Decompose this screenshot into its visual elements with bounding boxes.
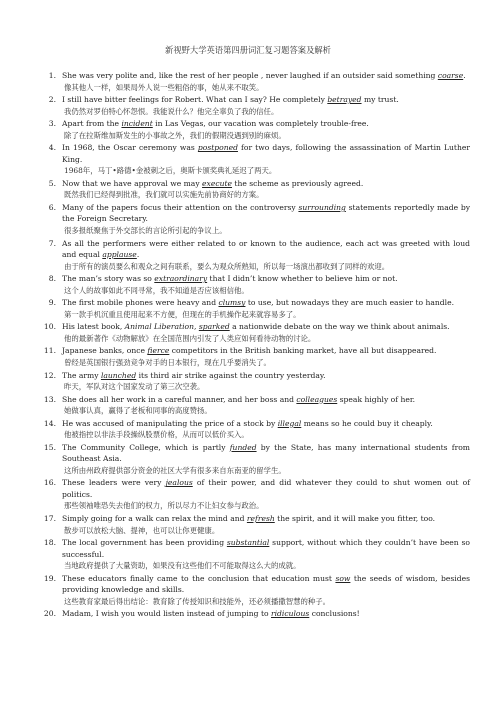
chinese-translation: 1968年，马丁•路德•金被刺之后，奥斯卡颁奖典礼延迟了两天。: [64, 166, 277, 176]
answer-word: launched: [100, 370, 137, 380]
item-number: 2.: [48, 95, 56, 105]
english-sentence: [30, 370, 470, 382]
sentence-text: to use, but nowadays they are much easier to handle.: [245, 298, 454, 308]
answer-word: sparked: [198, 322, 230, 332]
sentence-text: by the State, has many international students from Southeast Asia.: [62, 442, 471, 464]
item-number: 8.: [48, 274, 56, 284]
answer-word: betrayed: [327, 95, 362, 105]
item-number: 5.: [48, 178, 56, 188]
answer-word: jealous: [165, 478, 193, 488]
sentence-text: that I didn’t know whether to believe him or not.: [207, 274, 398, 284]
sentence-text: conclusions!: [309, 609, 360, 619]
sentence-text: The army: [62, 370, 101, 380]
list-item: [30, 118, 470, 141]
item-number: 20.: [43, 609, 56, 619]
sentence-text: These educators finally came to the conclusion that education must: [62, 573, 336, 583]
chinese-translation: 像其他人一样，如果局外人说一些粗俗的事，她从来不取笑。: [64, 82, 264, 92]
chinese-translation: 除了在拉斯维加斯发生的小事故之外，我们的假期没遇到别的麻烦。: [64, 130, 286, 140]
english-sentence: [30, 537, 470, 560]
chinese-translation: 这个人的故事如此不同寻常，我不知道是否应该相信他。: [64, 285, 249, 295]
english-sentence: [30, 273, 470, 285]
list-item: [30, 573, 470, 608]
sentence-text: She was very polite and, like the rest of her people , never laughed if an outsider said something: [62, 71, 438, 80]
answer-word: illegal: [277, 418, 302, 428]
sentence-text: Japanese banks, once: [62, 346, 148, 356]
item-number: 15.: [43, 442, 56, 452]
answer-word: incident: [121, 119, 153, 129]
sentence-text: means so he could buy it cheaply.: [301, 418, 433, 428]
answer-word: refresh: [246, 514, 275, 523]
vocabulary-list: [30, 70, 470, 621]
item-number: 1.: [48, 71, 56, 80]
english-sentence: [30, 573, 470, 596]
list-item: [30, 442, 470, 477]
chinese-translation: 这所由州政府提供部分资金的社区大学有很多来自东南亚的留学生。: [64, 465, 286, 475]
sentence-text: I still have bitter feelings for Robert. What can I say? He completely: [62, 95, 328, 105]
sentence-text: She does all her work in a careful manner, and her boss and: [62, 394, 297, 404]
chinese-translation: 当地政府提供了大量资助，如果没有这些他们不可能取得这么大的成就。: [64, 561, 301, 571]
chinese-translation: 他的最新著作《动物解放》在全国范围内引发了人类应如何看待动物的讨论。: [64, 333, 316, 343]
english-sentence: [30, 513, 470, 525]
sentence-text: These leaders were very: [62, 478, 166, 488]
list-item: [30, 477, 470, 512]
item-number: 6.: [48, 202, 56, 212]
item-number: 18.: [43, 538, 56, 548]
sentence-text: In 1968, the Oscar ceremony was: [62, 143, 198, 153]
list-item: [30, 70, 470, 93]
sentence-text: Apart from the: [62, 119, 122, 129]
sentence-text: my trust.: [361, 95, 399, 105]
answer-word: extraordinary: [154, 274, 208, 284]
sentence-text: the spirit, and it will make you fitter, too.: [274, 514, 436, 523]
sentence-text: competitors in the British banking market, have all but disappeared.: [169, 346, 437, 356]
sentence-text: .: [463, 71, 466, 80]
document-title: 新视野大学英语第四册词汇复习题答案及解析: [165, 45, 331, 55]
answer-word: surrounding: [298, 202, 346, 212]
item-number: 17.: [43, 514, 56, 523]
chinese-translation: 这些教育家最后得出结论：教育除了传授知识和技能外，还必须播撒智慧的种子。: [64, 596, 331, 606]
english-sentence: [30, 178, 470, 190]
sentence-text: the seeds of wisdom, besides providing knowledge and skills.: [62, 573, 470, 595]
sentence-text: His latest book,: [62, 322, 125, 332]
chinese-translation: 第一款手机沉重且使用起来不方便，但现在的手机操作起来就容易多了。: [64, 309, 301, 319]
answer-word: execute: [202, 178, 233, 188]
sentence-text: Many of the papers focus their attention on the controversy: [62, 202, 299, 212]
item-number: 11.: [43, 346, 56, 356]
list-item: [30, 273, 470, 296]
list-item: [30, 321, 470, 344]
sentence-text: of their power, and did whatever they could to shut women out of politics.: [62, 478, 471, 499]
list-item: [30, 394, 470, 417]
list-item: [30, 142, 470, 177]
answer-word: coarse: [437, 71, 464, 80]
sentence-text: The first mobile phones were heavy and: [62, 298, 219, 308]
answer-word: substantial: [226, 538, 270, 548]
chinese-translation: 那些领袖唯恐失去他们的权力，所以尽力不让妇女参与政治。: [64, 501, 264, 511]
sentence-text: Now that we have approval we may: [62, 178, 203, 188]
answer-word: postponed: [197, 143, 238, 153]
sentence-text: The man’s story was so: [62, 274, 155, 284]
answer-word: funded: [229, 442, 257, 452]
sentence-text: He was accused of manipulating the price of a stock by: [62, 418, 278, 428]
sentence-text: a nationwide debate on the way we think about animals.: [229, 322, 450, 332]
english-sentence: [30, 394, 470, 406]
answer-word: fierce: [147, 346, 170, 356]
list-item: [30, 297, 470, 320]
english-sentence: [30, 70, 470, 82]
english-sentence: [30, 118, 470, 130]
list-item: [30, 513, 470, 536]
answer-word: colleagues: [296, 394, 338, 404]
english-sentence: [30, 608, 470, 620]
english-sentence: [30, 142, 470, 165]
list-item: [30, 238, 470, 273]
item-number: 10.: [43, 322, 56, 332]
sentence-text: As all the performers were either related to or known to the audience, each act was greeted with loud and equal: [62, 238, 470, 260]
chinese-translation: 曾经是英国银行强劲竞争对手的日本银行，现在几乎要消失了。: [64, 357, 271, 367]
item-number: 16.: [43, 478, 56, 488]
sentence-text: ,: [193, 322, 199, 332]
list-item: [30, 94, 470, 117]
sentence-text: .: [136, 250, 140, 260]
sentence-text: The Community College, which is partly: [62, 442, 230, 452]
sentence-text: in Las Vegas, our vacation was completely trouble-free.: [152, 119, 369, 129]
chinese-translation: 既然我们已经得到批准，我们就可以实施先前协商好的方案。: [64, 190, 264, 200]
chinese-translation: 由于所有的演员要么和观众之间有联系，要么为观众所熟知，所以每一场演出都收到了同样的欢迎。: [64, 261, 390, 271]
list-item: [30, 418, 470, 441]
item-number: 14.: [43, 418, 56, 428]
sentence-text: speak highly of her.: [337, 394, 416, 404]
sentence-text: statements reportedly made by the Foreign Secretary.: [62, 202, 470, 224]
answer-word: sow: [335, 573, 351, 583]
english-sentence: [30, 238, 470, 261]
english-sentence: [30, 442, 470, 465]
answer-word: ridiculous: [271, 609, 310, 619]
english-sentence: [30, 321, 470, 333]
english-sentence: [30, 297, 470, 309]
sentence-text: support, without which they couldn’t have been so successful.: [62, 538, 470, 559]
sentence-text: for two days, following the assassination of Martin Luther King.: [62, 143, 470, 164]
answer-word: applause: [102, 250, 137, 260]
english-sentence: [30, 345, 470, 357]
sentence-text: Madam, I wish you would listen instead of jumping to: [62, 609, 271, 619]
english-sentence: [30, 418, 470, 430]
english-sentence: [30, 94, 470, 106]
answer-word: clumsy: [218, 298, 246, 308]
item-number: 7.: [48, 238, 56, 248]
item-number: 9.: [48, 298, 56, 308]
item-number: 4.: [48, 143, 56, 153]
chinese-translation: 她做事认真，赢得了老板和同事的高度赞扬。: [64, 406, 212, 416]
sentence-text: the scheme as previously agreed.: [232, 178, 364, 188]
english-sentence: [30, 202, 470, 225]
sentence-text: Simply going for a walk can relax the mind and: [62, 514, 247, 523]
chinese-translation: 我仍然对罗伯特心怀怨恨。我能说什么？他完全辜负了我的信任。: [64, 106, 279, 116]
english-sentence: [30, 477, 470, 500]
chinese-translation: 散步可以放松大脑、提神，也可以让你更健康。: [64, 525, 220, 535]
list-item: [30, 537, 470, 572]
chinese-translation: 很多报纸聚焦于外交部长的言论所引起的争议上。: [64, 225, 227, 235]
item-number: 12.: [43, 370, 56, 380]
item-number: 13.: [43, 394, 56, 404]
item-number: 3.: [48, 119, 56, 129]
list-item: [30, 608, 470, 620]
chinese-translation: 他被指控以非法手段操纵股票价格，从而可以低价买入。: [64, 430, 249, 440]
chinese-translation: 昨天，军队对这个国家发动了第三次空袭。: [64, 382, 205, 392]
book-title: Animal Liberation: [124, 322, 194, 332]
item-number: 19.: [43, 573, 56, 583]
sentence-text: its third air strike against the country yesterday.: [136, 370, 326, 380]
list-item: [30, 202, 470, 237]
list-item: [30, 370, 470, 393]
sentence-text: The local government has been providing: [62, 538, 227, 548]
list-item: [30, 178, 470, 201]
list-item: [30, 345, 470, 368]
